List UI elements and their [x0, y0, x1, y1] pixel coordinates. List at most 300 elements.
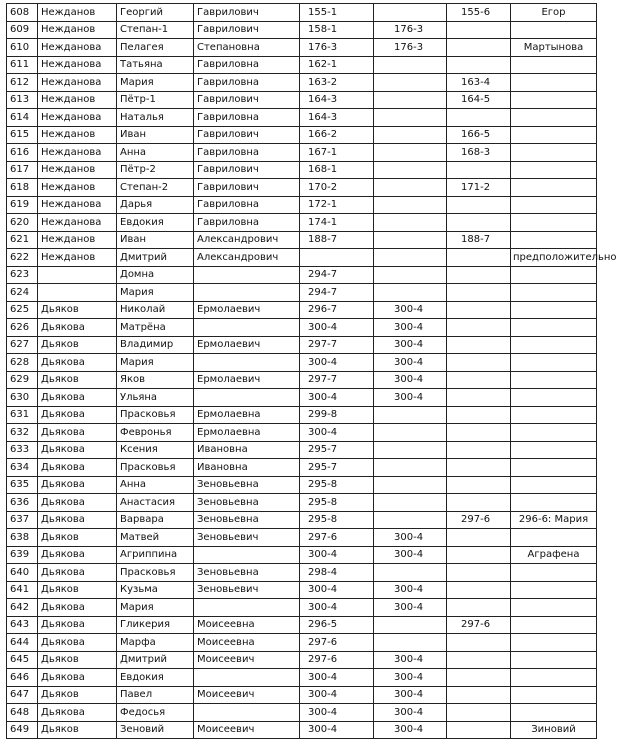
note-cell: предположительно: [511, 249, 597, 267]
patronymic-cell: [194, 546, 300, 564]
patronymic-cell: Гаврилович: [194, 161, 300, 179]
reference-2-cell: [374, 266, 447, 284]
surname-cell: Дьяков: [38, 581, 117, 599]
surname-cell: Дьякова: [38, 511, 117, 529]
first-name-cell: Февронья: [117, 424, 194, 442]
records-table-body: [7, 4, 617, 739]
reference-1-cell: 297-6: [300, 634, 374, 652]
note-cell: [511, 91, 597, 109]
record-number-cell: 641: [7, 581, 38, 599]
surname-cell: Дьяков: [38, 529, 117, 547]
reference-2-cell: [374, 74, 447, 92]
table-row: [7, 511, 597, 529]
surname-cell: Нежданова: [38, 56, 117, 74]
table-row: [7, 686, 597, 704]
first-name-cell: Дарья: [117, 196, 194, 214]
surname-cell: Дьякова: [38, 459, 117, 477]
reference-1-cell: 295-7: [300, 459, 374, 477]
reference-3-cell: 163-4: [447, 74, 511, 92]
first-name-cell: Иван: [117, 126, 194, 144]
record-number-cell: 613: [7, 91, 38, 109]
table-row: [7, 546, 597, 564]
surname-cell: Нежданова: [38, 39, 117, 57]
reference-3-cell: [447, 721, 511, 739]
reference-1-cell: 188-7: [300, 231, 374, 249]
surname-cell: Дьяков: [38, 651, 117, 669]
record-number-cell: 636: [7, 494, 38, 512]
table-row: [7, 56, 597, 74]
reference-1-cell: 297-6: [300, 529, 374, 547]
record-number-cell: 612: [7, 74, 38, 92]
first-name-cell: Татьяна: [117, 56, 194, 74]
note-cell: [511, 126, 597, 144]
reference-3-cell: [447, 371, 511, 389]
reference-3-cell: 297-6: [447, 511, 511, 529]
reference-1-cell: 296-5: [300, 616, 374, 634]
reference-2-cell: [374, 564, 447, 582]
table-row: [7, 109, 597, 127]
reference-1-cell: 168-1: [300, 161, 374, 179]
reference-2-cell: 176-3: [374, 21, 447, 39]
surname-cell: Дьякова: [38, 564, 117, 582]
surname-cell: Дьякова: [38, 704, 117, 722]
surname-cell: Дьякова: [38, 354, 117, 372]
patronymic-cell: Ивановна: [194, 441, 300, 459]
reference-1-cell: 163-2: [300, 74, 374, 92]
table-row: [7, 529, 597, 547]
note-cell: [511, 634, 597, 652]
table-row: [7, 371, 597, 389]
reference-2-cell: [374, 179, 447, 197]
patronymic-cell: Гавриловна: [194, 109, 300, 127]
reference-2-cell: [374, 406, 447, 424]
first-name-cell: Степан-2: [117, 179, 194, 197]
note-cell: [511, 389, 597, 407]
reference-1-cell: 170-2: [300, 179, 374, 197]
first-name-cell: Зеновий: [117, 721, 194, 739]
record-number-cell: 623: [7, 266, 38, 284]
first-name-cell: Наталья: [117, 109, 194, 127]
reference-2-cell: [374, 109, 447, 127]
reference-1-cell: 167-1: [300, 144, 374, 162]
table-row: [7, 424, 597, 442]
record-number-cell: 609: [7, 21, 38, 39]
table-row: [7, 669, 597, 687]
first-name-cell: Прасковья: [117, 564, 194, 582]
patronymic-cell: [194, 354, 300, 372]
surname-cell: Дьяков: [38, 686, 117, 704]
reference-1-cell: 298-4: [300, 564, 374, 582]
surname-cell: Нежданов: [38, 179, 117, 197]
reference-1-cell: 294-7: [300, 284, 374, 302]
reference-3-cell: [447, 389, 511, 407]
patronymic-cell: Гаврилович: [194, 91, 300, 109]
record-number-cell: 617: [7, 161, 38, 179]
reference-3-cell: [447, 214, 511, 232]
reference-3-cell: [447, 529, 511, 547]
reference-3-cell: [447, 354, 511, 372]
note-cell: [511, 214, 597, 232]
patronymic-cell: Гаврилович: [194, 4, 300, 22]
reference-3-cell: [447, 546, 511, 564]
reference-3-cell: [447, 651, 511, 669]
record-number-cell: 643: [7, 616, 38, 634]
table-row: [7, 406, 597, 424]
reference-2-cell: 300-4: [374, 319, 447, 337]
note-cell: [511, 371, 597, 389]
surname-cell: Нежданов: [38, 249, 117, 267]
record-number-cell: 637: [7, 511, 38, 529]
table-row: [7, 634, 597, 652]
table-row: [7, 126, 597, 144]
note-cell: [511, 424, 597, 442]
patronymic-cell: Ермолаевна: [194, 406, 300, 424]
reference-1-cell: 300-4: [300, 354, 374, 372]
reference-2-cell: [374, 144, 447, 162]
table-row: [7, 319, 597, 337]
table-row: [7, 4, 597, 22]
table-row: [7, 231, 597, 249]
reference-1-cell: 300-4: [300, 669, 374, 687]
reference-3-cell: [447, 319, 511, 337]
reference-2-cell: 176-3: [374, 39, 447, 57]
first-name-cell: Степан-1: [117, 21, 194, 39]
table-row: [7, 21, 597, 39]
record-number-cell: 614: [7, 109, 38, 127]
note-cell: [511, 301, 597, 319]
surname-cell: Нежданова: [38, 144, 117, 162]
reference-2-cell: [374, 249, 447, 267]
first-name-cell: Домна: [117, 266, 194, 284]
record-number-cell: 648: [7, 704, 38, 722]
note-cell: [511, 144, 597, 162]
reference-3-cell: [447, 564, 511, 582]
table-row: [7, 39, 597, 57]
reference-3-cell: [447, 266, 511, 284]
reference-2-cell: 300-4: [374, 529, 447, 547]
reference-2-cell: 300-4: [374, 651, 447, 669]
reference-1-cell: 297-7: [300, 371, 374, 389]
patronymic-cell: Зеновьевна: [194, 494, 300, 512]
reference-2-cell: 300-4: [374, 704, 447, 722]
note-cell: [511, 476, 597, 494]
reference-1-cell: 297-7: [300, 336, 374, 354]
reference-2-cell: [374, 511, 447, 529]
reference-3-cell: [447, 284, 511, 302]
first-name-cell: Прасковья: [117, 459, 194, 477]
reference-3-cell: [447, 301, 511, 319]
record-number-cell: 638: [7, 529, 38, 547]
reference-2-cell: 300-4: [374, 389, 447, 407]
patronymic-cell: Ермолаевич: [194, 371, 300, 389]
first-name-cell: Анна: [117, 476, 194, 494]
first-name-cell: Кузьма: [117, 581, 194, 599]
first-name-cell: Дмитрий: [117, 651, 194, 669]
table-row: [7, 196, 597, 214]
patronymic-cell: [194, 266, 300, 284]
record-number-cell: 632: [7, 424, 38, 442]
surname-cell: Нежданова: [38, 196, 117, 214]
record-number-cell: 619: [7, 196, 38, 214]
surname-cell: Нежданов: [38, 231, 117, 249]
reference-3-cell: 168-3: [447, 144, 511, 162]
surname-cell: Нежданов: [38, 91, 117, 109]
patronymic-cell: Гавриловна: [194, 144, 300, 162]
reference-3-cell: [447, 494, 511, 512]
note-cell: Аграфена: [511, 546, 597, 564]
record-number-cell: 611: [7, 56, 38, 74]
patronymic-cell: Ермолаевна: [194, 424, 300, 442]
record-number-cell: 621: [7, 231, 38, 249]
note-cell: [511, 581, 597, 599]
patronymic-cell: Гаврилович: [194, 126, 300, 144]
table-row: [7, 354, 597, 372]
table-row: [7, 249, 597, 267]
reference-1-cell: 300-4: [300, 319, 374, 337]
table-row: [7, 441, 597, 459]
record-number-cell: 631: [7, 406, 38, 424]
first-name-cell: Мария: [117, 284, 194, 302]
table-row: [7, 476, 597, 494]
first-name-cell: Яков: [117, 371, 194, 389]
surname-cell: [38, 266, 117, 284]
surname-cell: Дьякова: [38, 494, 117, 512]
record-number-cell: 640: [7, 564, 38, 582]
record-number-cell: 627: [7, 336, 38, 354]
first-name-cell: Матрёна: [117, 319, 194, 337]
table-row: [7, 494, 597, 512]
reference-1-cell: 300-4: [300, 704, 374, 722]
record-number-cell: 639: [7, 546, 38, 564]
table-row: [7, 336, 597, 354]
first-name-cell: Дмитрий: [117, 249, 194, 267]
note-cell: [511, 336, 597, 354]
table-row: [7, 651, 597, 669]
reference-3-cell: [447, 599, 511, 617]
note-cell: [511, 56, 597, 74]
surname-cell: Нежданов: [38, 21, 117, 39]
table-row: [7, 266, 597, 284]
reference-2-cell: 300-4: [374, 581, 447, 599]
note-cell: Егор: [511, 4, 597, 22]
record-number-cell: 633: [7, 441, 38, 459]
reference-2-cell: [374, 459, 447, 477]
note-cell: 296-6: Мария: [511, 511, 597, 529]
table-row: [7, 616, 597, 634]
note-cell: [511, 599, 597, 617]
patronymic-cell: Александрович: [194, 231, 300, 249]
record-number-cell: 649: [7, 721, 38, 739]
record-number-cell: 622: [7, 249, 38, 267]
reference-2-cell: [374, 126, 447, 144]
first-name-cell: Прасковья: [117, 406, 194, 424]
surname-cell: Дьякова: [38, 424, 117, 442]
reference-3-cell: [447, 406, 511, 424]
record-number-cell: 618: [7, 179, 38, 197]
reference-3-cell: [447, 704, 511, 722]
reference-3-cell: [447, 581, 511, 599]
reference-2-cell: 300-4: [374, 599, 447, 617]
reference-3-cell: [447, 669, 511, 687]
record-number-cell: 647: [7, 686, 38, 704]
patronymic-cell: Ермолаевич: [194, 336, 300, 354]
first-name-cell: Федосья: [117, 704, 194, 722]
record-number-cell: 625: [7, 301, 38, 319]
note-cell: [511, 161, 597, 179]
reference-2-cell: [374, 284, 447, 302]
patronymic-cell: Моисеевна: [194, 616, 300, 634]
reference-3-cell: 188-7: [447, 231, 511, 249]
reference-1-cell: 176-3: [300, 39, 374, 57]
reference-3-cell: [447, 459, 511, 477]
record-number-cell: 624: [7, 284, 38, 302]
patronymic-cell: Гавриловна: [194, 214, 300, 232]
first-name-cell: Мария: [117, 74, 194, 92]
first-name-cell: Пётр-1: [117, 91, 194, 109]
patronymic-cell: Моисеевич: [194, 651, 300, 669]
record-number-cell: 630: [7, 389, 38, 407]
reference-1-cell: 300-4: [300, 686, 374, 704]
patronymic-cell: Гаврилович: [194, 21, 300, 39]
first-name-cell: Евдокия: [117, 669, 194, 687]
table-row: [7, 301, 597, 319]
first-name-cell: Анастасия: [117, 494, 194, 512]
reference-1-cell: 166-2: [300, 126, 374, 144]
reference-1-cell: 300-4: [300, 389, 374, 407]
reference-1-cell: 162-1: [300, 56, 374, 74]
reference-1-cell: 155-1: [300, 4, 374, 22]
reference-2-cell: [374, 196, 447, 214]
reference-3-cell: [447, 476, 511, 494]
reference-1-cell: 299-8: [300, 406, 374, 424]
reference-2-cell: [374, 214, 447, 232]
first-name-cell: Мария: [117, 599, 194, 617]
table-row: [7, 459, 597, 477]
patronymic-cell: Зеновьевна: [194, 476, 300, 494]
patronymic-cell: Моисеевич: [194, 721, 300, 739]
reference-2-cell: 300-4: [374, 686, 447, 704]
reference-3-cell: 155-6: [447, 4, 511, 22]
reference-1-cell: 164-3: [300, 91, 374, 109]
record-number-cell: 635: [7, 476, 38, 494]
surname-cell: Дьякова: [38, 599, 117, 617]
record-number-cell: 615: [7, 126, 38, 144]
surname-cell: Нежданова: [38, 109, 117, 127]
first-name-cell: Николай: [117, 301, 194, 319]
reference-2-cell: [374, 424, 447, 442]
reference-2-cell: [374, 56, 447, 74]
patronymic-cell: Моисеевна: [194, 634, 300, 652]
surname-cell: Дьякова: [38, 476, 117, 494]
records-table: [6, 3, 617, 739]
record-number-cell: 642: [7, 599, 38, 617]
table-row: [7, 179, 597, 197]
surname-cell: Дьякова: [38, 441, 117, 459]
note-cell: [511, 441, 597, 459]
table-row: [7, 144, 597, 162]
reference-1-cell: 295-8: [300, 494, 374, 512]
surname-cell: Нежданов: [38, 161, 117, 179]
note-cell: [511, 284, 597, 302]
record-number-cell: 608: [7, 4, 38, 22]
record-number-cell: 646: [7, 669, 38, 687]
note-cell: [511, 616, 597, 634]
note-cell: [511, 196, 597, 214]
reference-2-cell: 300-4: [374, 721, 447, 739]
reference-2-cell: [374, 161, 447, 179]
first-name-cell: Павел: [117, 686, 194, 704]
reference-3-cell: [447, 196, 511, 214]
first-name-cell: Мария: [117, 354, 194, 372]
reference-2-cell: [374, 634, 447, 652]
patronymic-cell: [194, 669, 300, 687]
note-cell: [511, 564, 597, 582]
first-name-cell: Ульяна: [117, 389, 194, 407]
reference-2-cell: [374, 91, 447, 109]
patronymic-cell: Ивановна: [194, 459, 300, 477]
surname-cell: Дьякова: [38, 389, 117, 407]
surname-cell: Дьякова: [38, 406, 117, 424]
note-cell: [511, 494, 597, 512]
table-row: [7, 581, 597, 599]
reference-2-cell: 300-4: [374, 354, 447, 372]
surname-cell: Дьякова: [38, 319, 117, 337]
reference-1-cell: 300-4: [300, 599, 374, 617]
table-row: [7, 704, 597, 722]
reference-3-cell: [447, 161, 511, 179]
note-cell: [511, 74, 597, 92]
patronymic-cell: Зеновьевич: [194, 529, 300, 547]
patronymic-cell: Зеновьевич: [194, 581, 300, 599]
note-cell: [511, 109, 597, 127]
table-row: [7, 599, 597, 617]
note-cell: [511, 704, 597, 722]
surname-cell: Дьяков: [38, 336, 117, 354]
first-name-cell: Пелагея: [117, 39, 194, 57]
first-name-cell: Гликерия: [117, 616, 194, 634]
reference-2-cell: [374, 4, 447, 22]
table-row: [7, 284, 597, 302]
reference-1-cell: 300-4: [300, 546, 374, 564]
reference-2-cell: 300-4: [374, 546, 447, 564]
table-row: [7, 74, 597, 92]
reference-3-cell: [447, 634, 511, 652]
first-name-cell: Владимир: [117, 336, 194, 354]
reference-1-cell: 300-4: [300, 424, 374, 442]
patronymic-cell: Гаврилович: [194, 179, 300, 197]
surname-cell: Дьяков: [38, 371, 117, 389]
surname-cell: Дьяков: [38, 721, 117, 739]
surname-cell: Дьякова: [38, 634, 117, 652]
reference-1-cell: 295-8: [300, 476, 374, 494]
patronymic-cell: Зеновьевна: [194, 564, 300, 582]
note-cell: [511, 406, 597, 424]
first-name-cell: Марфа: [117, 634, 194, 652]
table-row: [7, 91, 597, 109]
first-name-cell: Пётр-2: [117, 161, 194, 179]
reference-2-cell: 300-4: [374, 336, 447, 354]
reference-3-cell: [447, 21, 511, 39]
table-row: [7, 214, 597, 232]
note-cell: [511, 686, 597, 704]
patronymic-cell: Ермолаевич: [194, 301, 300, 319]
first-name-cell: Евдокия: [117, 214, 194, 232]
record-number-cell: 616: [7, 144, 38, 162]
patronymic-cell: [194, 599, 300, 617]
patronymic-cell: Степановна: [194, 39, 300, 57]
reference-1-cell: 300-4: [300, 581, 374, 599]
surname-cell: Нежданова: [38, 74, 117, 92]
